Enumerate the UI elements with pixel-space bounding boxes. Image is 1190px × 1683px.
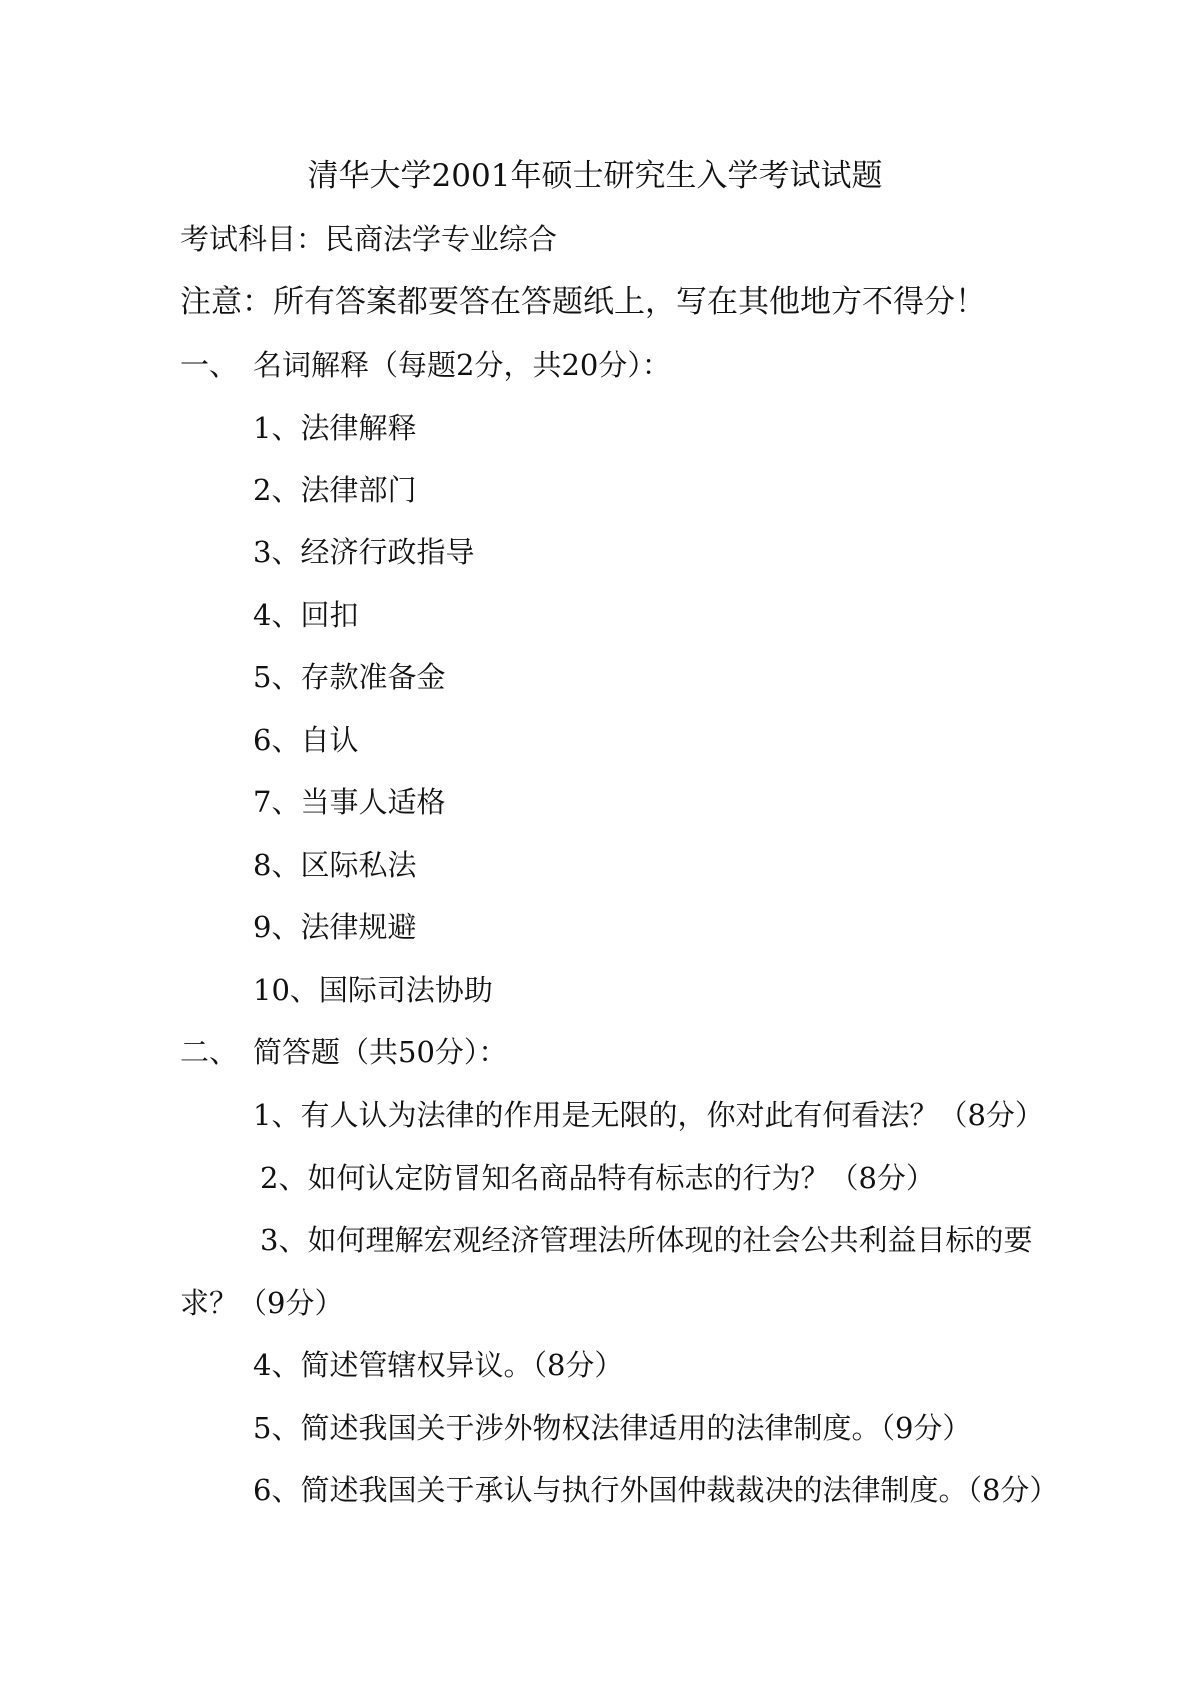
section-number: 二、 (180, 1035, 239, 1069)
list-item: 3、如何理解宏观经济管理法所体现的社会公共利益目标的要 (260, 1223, 1033, 1257)
list-item: 1、法律解释 (253, 411, 417, 445)
list-item: 10、国际司法协助 (253, 973, 493, 1007)
exam-title: 清华大学2001年硕士研究生入学考试试题 (307, 158, 883, 194)
list-item: 4、回扣 (253, 598, 359, 632)
section-heading: 名词解释（每题2分，共20分）： (253, 348, 671, 382)
list-item: 2、法律部门 (253, 473, 417, 507)
list-item: 5、简述我国关于涉外物权法律适用的法律制度。（9分） (253, 1411, 972, 1445)
list-item: 3、经济行政指导 (253, 535, 475, 569)
section-number: 一、 (180, 348, 239, 382)
list-item: 9、法律规避 (253, 910, 417, 944)
list-item: 5、存款准备金 (253, 660, 446, 694)
list-item: 2、如何认定防冒知名商品特有标志的行为？（8分） (260, 1161, 935, 1195)
list-item: 7、当事人适格 (253, 785, 446, 819)
list-item: 6、简述我国关于承认与执行外国仲裁裁决的法律制度。（8分） (253, 1473, 1059, 1507)
list-item: 1、有人认为法律的作用是无限的，你对此有何看法？（8分） (253, 1098, 1044, 1132)
exam-subject: 考试科目：民商法学专业综合 (180, 222, 558, 256)
list-item: 4、简述管辖权异议。（8分） (253, 1348, 624, 1382)
section-heading: 简答题（共50分）： (253, 1035, 508, 1069)
exam-notice: 注意：所有答案都要答在答题纸上，写在其他地方不得分！ (180, 284, 986, 320)
list-item-continuation: 求？（9分） (180, 1286, 344, 1320)
list-item: 6、自认 (253, 723, 359, 757)
list-item: 8、区际私法 (253, 848, 417, 882)
